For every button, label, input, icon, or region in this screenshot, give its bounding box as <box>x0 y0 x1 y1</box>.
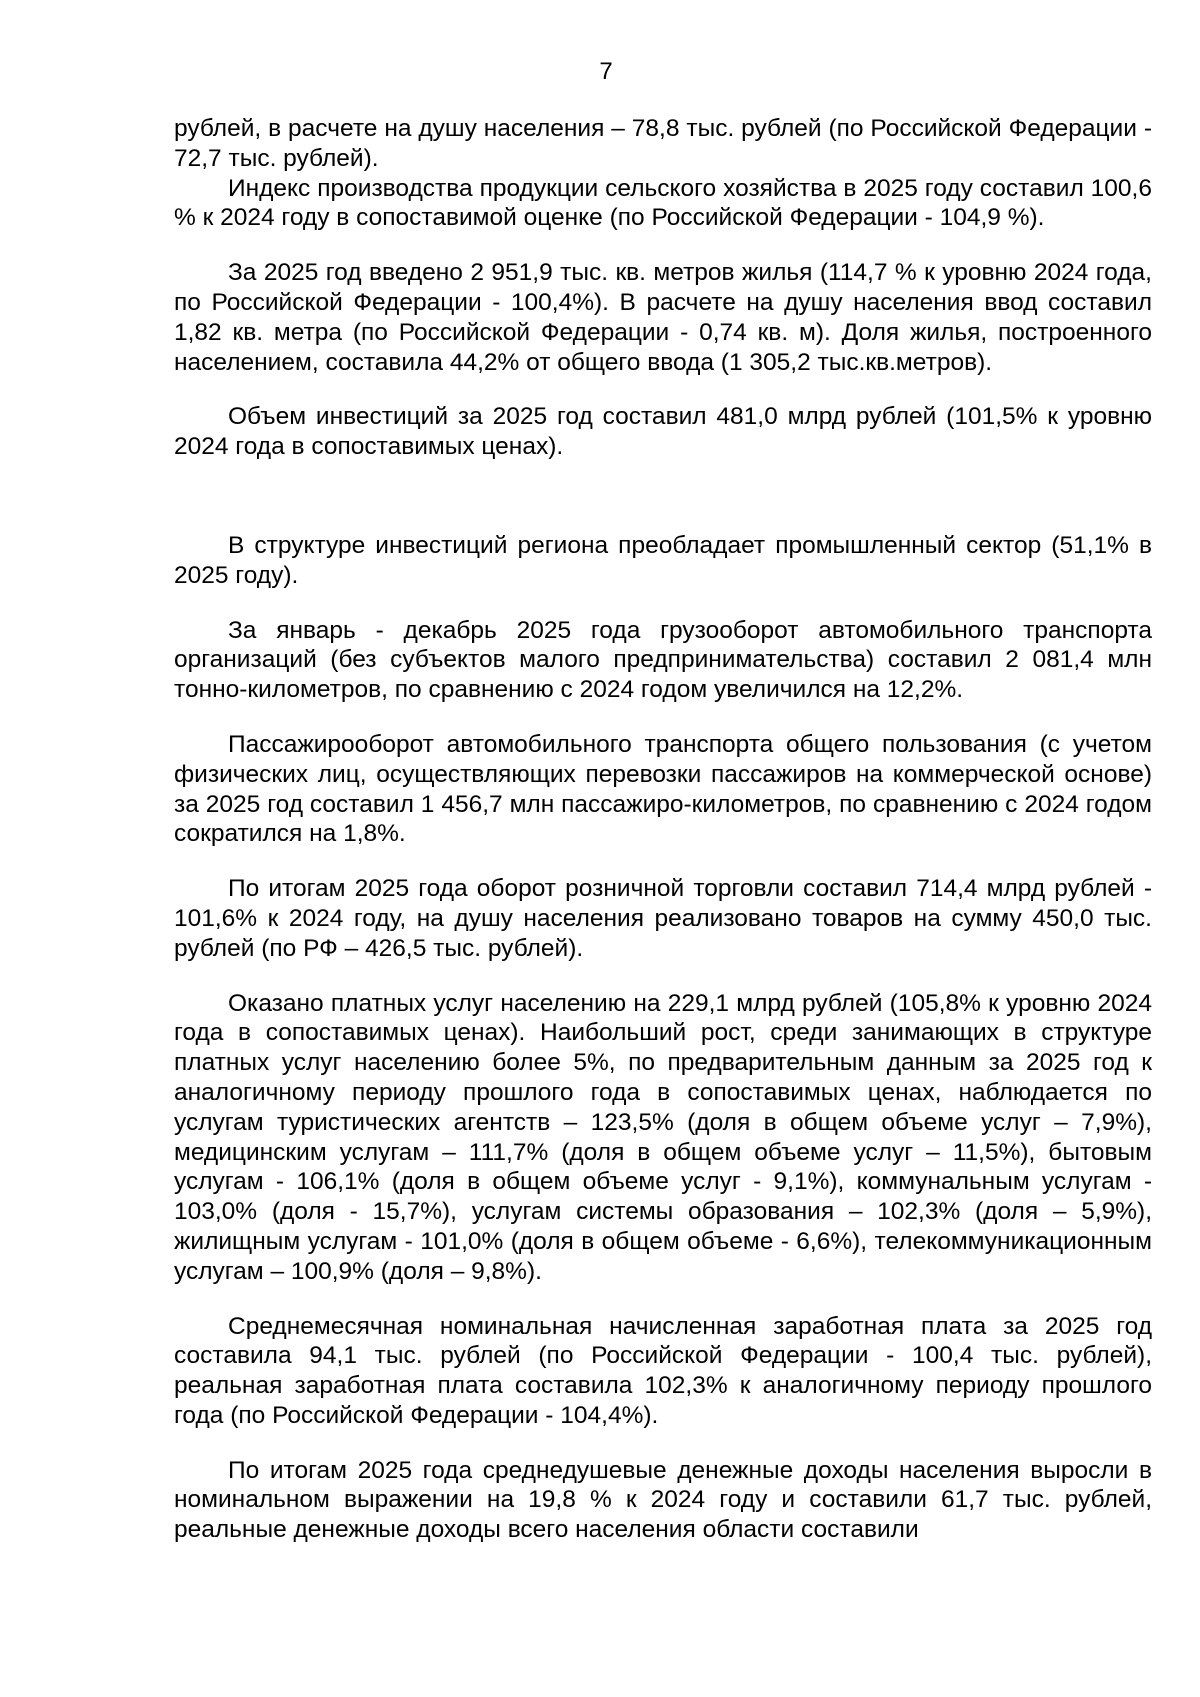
paragraph-investment-structure: В структуре инвестиций региона преобладает промышленный сектор (51,1% в 2025 году). <box>174 531 1152 589</box>
paragraph-freight-turnover: За январь - декабрь 2025 года грузооборот автомобильного транспорта организаций (без субъектов малого предпринимательства) составил 2 081,4 млн тонно-километров, по сравнению с 2024 годом увеличился на 12,2%. <box>174 616 1152 704</box>
page-number: 7 <box>599 58 613 85</box>
paragraph-agriculture: Индекс производства продукции сельского хозяйства в 2025 году составил 100,6 % к 2024 году в сопоставимой оценке (по Российской Федерации - 104,9 %). <box>174 174 1152 232</box>
paragraph-retail-trade: По итогам 2025 года оборот розничной торговли составил 714,4 млрд рублей - 101,6% к 2024 году, на душу населения реализовано товаров на сумму 450,0 тыс. рублей (по РФ – 426,5 тыс. рублей). <box>174 875 1152 962</box>
paragraph-passenger-turnover: Пассажирооборот автомобильного транспорта общего пользования (с учетом физических лиц, осуществляющих перевозки пассажиров на коммерческой основе) за 2025 год составил 1 456,7 млн пассажиро-километров, по сравнению с 2024 годом сократился на 1,8%. <box>174 730 1152 848</box>
paragraph-investment-volume: Объем инвестиций за 2025 год составил 481,0 млрд рублей (101,5% к уровню 2024 года в сопоставимых ценах). <box>174 403 1152 461</box>
document-body <box>174 114 1152 1545</box>
paragraph-wages: Среднемесячная номинальная начисленная заработная плата за 2025 год составила 94,1 тыс. рублей (по Российской Федерации - 100,4 тыс. рублей), реальная заработная плата составила 102,3% к аналогичному периоду прошлого года (по Российской Федерации - 104,4%). <box>174 1312 1152 1429</box>
paragraph-household-income: По итогам 2025 года среднедушевые денежные доходы населения выросли в номинальном выражении на 19,8 % к 2024 году и составили 61,7 тыс. рублей, реальные денежные доходы всего населения области составили <box>174 1456 1152 1544</box>
paragraph-paid-services: Оказано платных услуг населению на 229,1 млрд рублей (105,8% к уровню 2024 года в сопоставимых ценах). Наибольший рост, среди занимающих в структуре платных услуг населению более 5%, по предварительным данным за 2025 год к аналогичному периоду прошлого года в сопоставимых ценах, наблюдается по услугам туристических агентств – 123,5% (доля в общем объеме услуг – 7,9%), медицинским услугам – 111,7% (доля в общем объеме услуг – 11,5%), бытовым услугам - 106,1% (доля в общем объеме услуг - 9,1%), коммунальным услугам - 103,0% (доля - 15,7%), услугам системы образования – 102,3% (доля – 5,9%), жилищным услугам - 101,0% (доля в общем объеме - 6,6%), телекоммуникационным услугам – 100,9% (доля – 9,8%). <box>174 989 1152 1285</box>
paragraph-housing: За 2025 год введено 2 951,9 тыс. кв. метров жилья (114,7 % к уровню 2024 года, по Российской Федерации - 100,4%). В расчете на душу населения ввод составил 1,82 кв. метра (по Российской Федерации - 0,74 кв. м). Доля жилья, построенного населением, составила 44,2% от общего ввода (1 305,2 тыс.кв.метров). <box>174 259 1152 376</box>
paragraph-income-continuation: рублей, в расчете на душу населения – 78,8 тыс. рублей (по Российской Федерации - 72,7 тыс. рублей). <box>174 115 1152 172</box>
